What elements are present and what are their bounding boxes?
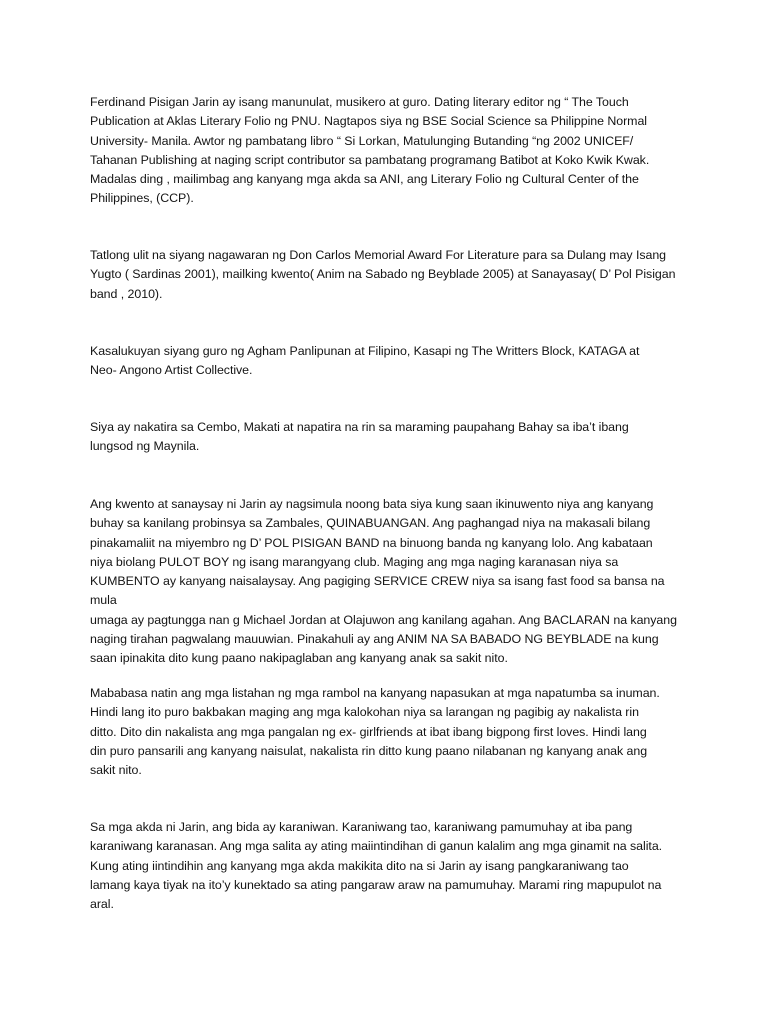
paragraph-awards: Tatlong ulit na siyang nagawaran ng Don Carlos Memorial Award For Literature para sa Dulang may Isang Yugto ( Sardinas 2001), mailking kwento( Anim na Sabado ng Beyblade 2005) at Sanayasay( D’ Pol Pisigan band , 2010). xyxy=(90,248,676,301)
paragraph-lists: Mababasa natin ang mga listahan ng mga rambol na kanyang napasukan at mga napatumba sa inuman. Hindi lang ito puro bakbakan maging ang mga kalokohan niya sa larangan ng pagibig ay nakalista rin ditto. Dito din nakalista ang mga pangalan ng ex- girlfriends at ibat ibang bigpong first loves. Hindi lang din puro pansarili ang kanyang naisulat, nakalista rin ditto kung paano nilabanan ng kanyang anak ang sakit nito. xyxy=(90,686,660,778)
paragraph-residence: Siya ay nakatira sa Cembo, Makati at napatira na rin sa maraming paupahang Bahay sa iba’t ibang lungsod ng Maynila. xyxy=(90,420,629,454)
paragraph-current-work: Kasalukuyan siyang guro ng Agham Panlipunan at Filipino, Kasapi ng The Writters Block, KATAGA at Neo- Angono Artist Collective. xyxy=(90,344,640,378)
paragraph-ordinary-hero: Sa mga akda ni Jarin, ang bida ay karaniwan. Karaniwang tao, karaniwang pamumuhay at iba pang karaniwang karanasan. Ang mga salita ay ating maiintindihan di ganun kalalim ang mga ginamit na salita. Kung ating iintindihin ang kanyang mga akda makikita dito na si Jarin ay isang pangkaraniwang tao lamang kaya tiyak na ito’y kunektado sa ating pangaraw araw na pamumuhay. Marami ring mapupulot na aral. xyxy=(90,820,663,912)
paragraph-stories-origin: Ang kwento at sanaysay ni Jarin ay nagsimula noong bata siya kung saan ikinuwento niya ang kanyang buhay sa kanilang probinsya sa Zambales, QUINABUANGAN. Ang paghangad niya na makasali bilang pinakamaliit na miyembro ng D’ POL PISIGAN BAND na binuong banda ng kanyang lolo. Ang kabataan niya biolang PULOT BOY ng isang marangyang club. Maging ang mga naging karanasan niya sa KUMBENTO ay kanyang naisalaysay. Ang pagiging SERVICE CREW niya sa isang fast food sa bansa na mula umaga ay pagtungga nan g Michael Jordan at Olajuwon ang kanilang agahan. Ang BACLARAN na kanyang naging tirahan pagwalang mauuwian. Pinakahuli ay ang ANIM NA SA BABADO NG BEYBLADE na kung saan ipinakita dito kung paano nakipaglaban ang kanyang anak sa sakit nito. xyxy=(90,497,677,666)
paragraph-biography-intro: Ferdinand Pisigan Jarin ay isang manunulat, musikero at guro. Dating literary editor ng “ The Touch Publication at Aklas Literary Folio ng PNU. Nagtapos siya ng BSE Social Science sa Philippine Normal University- Manila. Awtor ng pambatang libro “ Si Lorkan, Matulunging Butanding “ng 2002 UNICEF/ Tahanan Publishing at naging script contributor sa pambatang programang Batibot at Koko Kwik Kwak. Madalas ding , mailimbag ang kanyang mga akda sa ANI, ang Literary Folio ng Cultural Center of the Philippines, (CCP). xyxy=(90,95,650,206)
